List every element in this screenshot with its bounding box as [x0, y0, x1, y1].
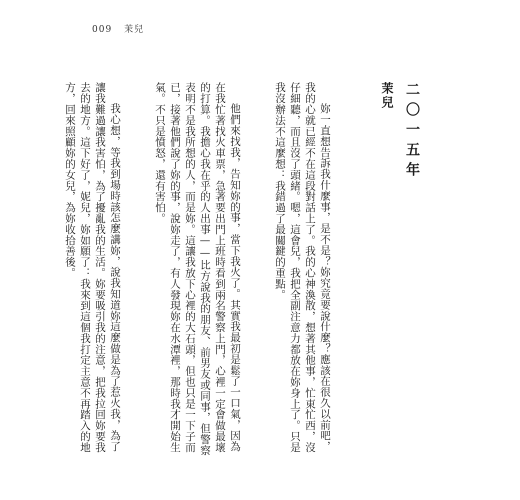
page-number: 009 — [92, 25, 113, 35]
chapter-year: 二〇一五年 — [404, 82, 420, 182]
paragraph: 我心想，等我到場時該怎麼講妳，說我知道妳這麼做是為了惹火我，為了讓我難過讓我害怕，為了擾亂我的生活。妳要吸引我的注意，把我拉回妳要我去的地方。這下好了，妮兒，妳如願了：我來到這個我打定主意不再踏入的地方，回來照顧妳的女兒，為妳收拾善後。 — [64, 82, 121, 453]
page-header — [92, 22, 144, 35]
chapter-title: 茉兒 — [380, 82, 394, 110]
body-text — [64, 82, 362, 462]
paragraph: 妳一直想告訴我什麼事，是不是？妳究竟要說什麼？應該在很久以前吧，我的心就已經不在這段對話上了。我的心神渙散，想著其他事，忙東忙西，沒仔細聽，而且沒了頭緒。嗯，這會兒，我把全副注意力都放在妳身上了。只是我沒辦法不這麼想：我錯過了最關鍵的重點。 — [274, 82, 331, 453]
text-page — [64, 82, 422, 462]
running-title: 茉兒 — [124, 25, 145, 35]
paragraph: 他們來找我，告知妳的事，當下我火了。其實我最初是鬆了一口氣，因為在我忙著找火車票，急著要出門上班時看到兩名警察上門，心裡一定會做最壞的打算。我擔心我在乎的人出事——比方說我的朋友、前男友或同事，但警察表明不是我所想的人，而是妳。這讓我放下心裡的大石頭，但也只是一下子而已，接著他們說了妳的事，說妳走了，有人發現妳在水潭裡，那時我才開始生氣。不只是憤怒，還有害怕。 — [154, 82, 241, 456]
